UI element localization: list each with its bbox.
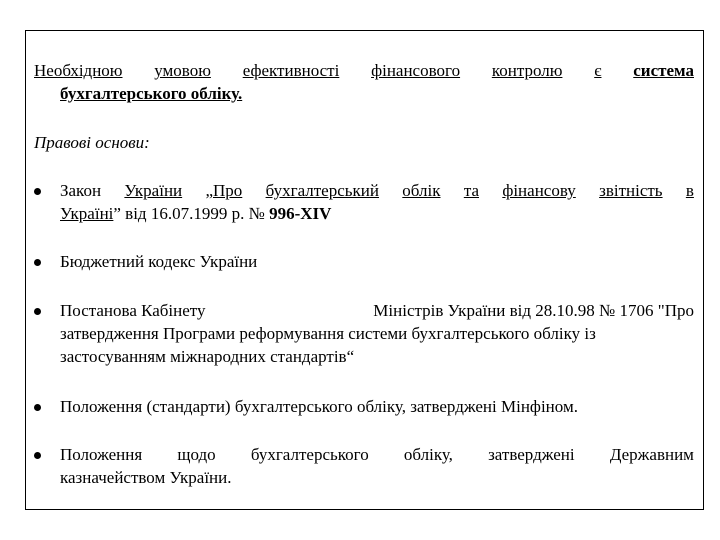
item-3-part: Міністрів України від 28.10.98 № 1706 "Про bbox=[373, 301, 694, 320]
item-1-word: та bbox=[463, 181, 479, 200]
item-1-word: облік bbox=[402, 181, 441, 200]
intro-word: Необхідною bbox=[34, 61, 123, 80]
item-5-word: Державним bbox=[609, 445, 694, 464]
item-5-word: Положення bbox=[60, 445, 143, 464]
legal-heading: Правові основи: bbox=[34, 133, 150, 152]
item-1-date: ” від 16.07.1999 р. № bbox=[113, 204, 270, 223]
item-5-word: затверджені bbox=[488, 445, 575, 464]
item-3-part: Постанова Кабінету bbox=[60, 301, 206, 320]
bullet-icon bbox=[34, 188, 41, 195]
intro-word: контролю bbox=[491, 61, 563, 80]
item-1-word: фінансову bbox=[502, 181, 576, 200]
intro-word: ефективності bbox=[242, 61, 340, 80]
item-5-word: щодо bbox=[177, 445, 216, 464]
intro-word: є bbox=[594, 61, 602, 80]
item-1-line-2 bbox=[60, 203, 331, 225]
item-1-word: України bbox=[124, 181, 183, 200]
bullet-icon bbox=[34, 452, 41, 459]
intro-word: умовою bbox=[154, 61, 211, 80]
item-1-word: в bbox=[685, 181, 694, 200]
item-3-line-2: затвердження Програми реформування системи бухгалтерського обліку із bbox=[60, 324, 596, 343]
item-5-word: бухгалтерського bbox=[250, 445, 369, 464]
item-1-word: Закон bbox=[60, 181, 102, 200]
item-1-word: „Про bbox=[205, 181, 243, 200]
intro-line-2: бухгалтерського обліку. bbox=[60, 84, 243, 103]
bullet-icon bbox=[34, 259, 41, 266]
bullet-icon bbox=[34, 404, 41, 411]
item-1-number: 996-XIV bbox=[269, 204, 332, 223]
item-1-link-end: Україні bbox=[60, 204, 114, 223]
bullet-icon bbox=[34, 308, 41, 315]
intro-word: система bbox=[633, 61, 694, 80]
item-3-line-1 bbox=[60, 300, 694, 322]
item-3-line-3: застосуванням міжнародних стандартів“ bbox=[60, 347, 355, 366]
intro-word: фінансового bbox=[371, 61, 461, 80]
item-1-word: бухгалтерський bbox=[265, 181, 379, 200]
item-5-line-2: казначейством України. bbox=[60, 468, 232, 487]
item-2-line-1: Бюджетний кодекс України bbox=[60, 252, 258, 271]
item-1-word: звітність bbox=[599, 181, 663, 200]
intro-line-1 bbox=[34, 60, 694, 82]
item-5-line-1 bbox=[60, 444, 694, 466]
item-1-line-1 bbox=[60, 180, 694, 202]
item-5-word: обліку, bbox=[403, 445, 453, 464]
item-4-line-1: Положення (стандарти) бухгалтерського обліку, затверджені Мінфіном. bbox=[60, 397, 578, 416]
